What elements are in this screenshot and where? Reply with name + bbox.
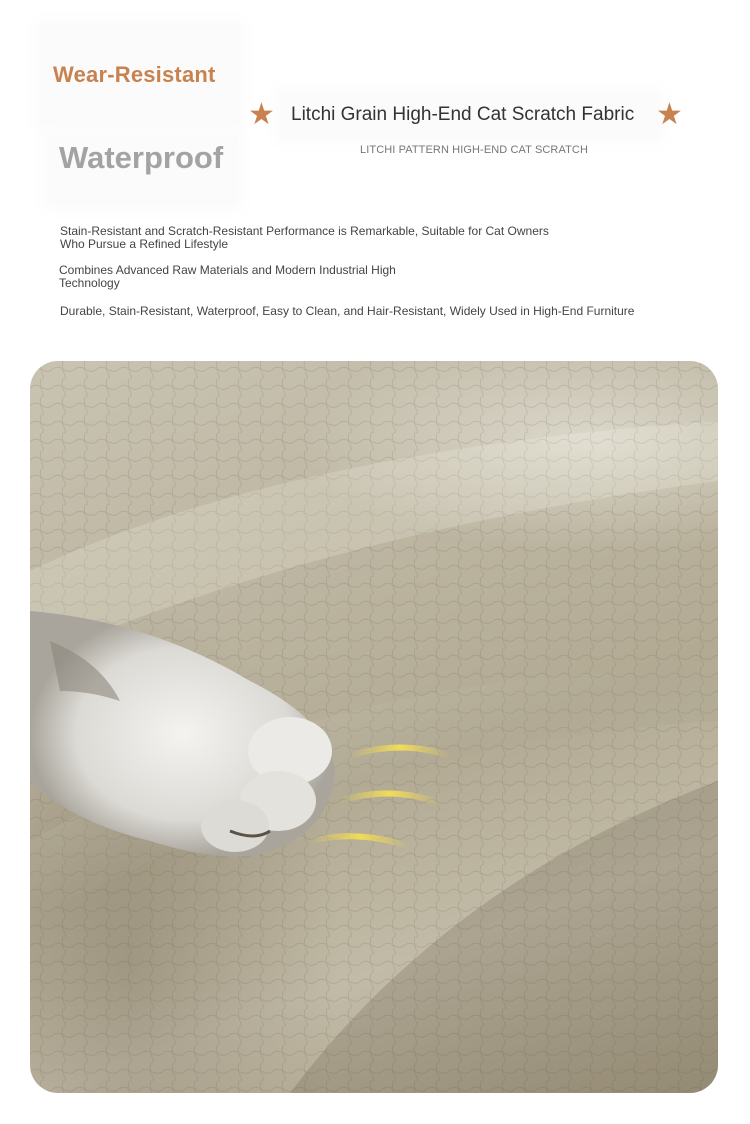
description-line-3: Durable, Stain-Resistant, Waterproof, Easy to Clean, and Hair-Resistant, Widely Used in High-End Furniture bbox=[60, 304, 635, 318]
star-icon: ★ bbox=[656, 98, 683, 131]
leather-fabric-photo bbox=[30, 361, 718, 1093]
wear-resistant-label: Wear-Resistant bbox=[53, 62, 216, 87]
leather-texture-illustration bbox=[30, 361, 718, 1093]
description-line-1: Stain-Resistant and Scratch-Resistant Performance is Remarkable, Suitable for Cat Owners Who Pursue a Refined Lifestyle bbox=[60, 224, 549, 251]
star-icon: ★ bbox=[248, 98, 275, 131]
headline-subtitle: LITCHI PATTERN HIGH-END CAT SCRATCH bbox=[360, 144, 588, 156]
waterproof-label: Waterproof bbox=[59, 140, 224, 175]
description-line-2: Combines Advanced Raw Materials and Modern Industrial High Technology bbox=[59, 263, 396, 290]
headline-title: Litchi Grain High-End Cat Scratch Fabric bbox=[291, 104, 635, 125]
